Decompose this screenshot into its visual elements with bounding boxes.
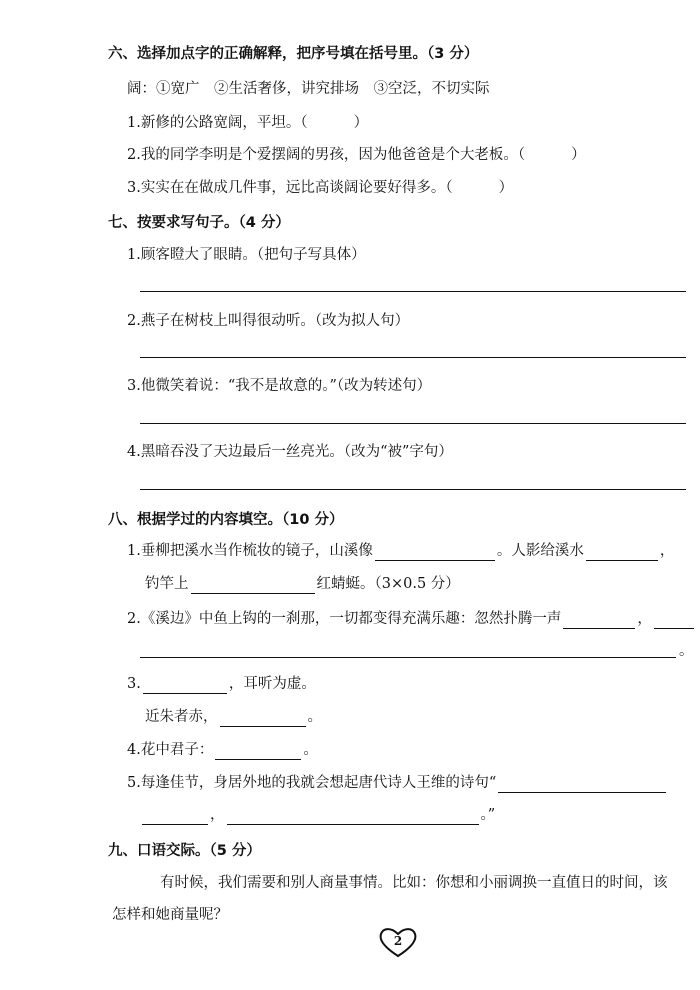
section-8-question-2: 2.《溪边》中鱼上钩的一刹那，一切都变得充满乐趣：忽然扑腾一声 ， <box>127 609 688 629</box>
fill-blank[interactable] <box>143 678 227 694</box>
section-6-options: 阔：①宽广 ②生活奢侈，讲究排场 ③空泛，不切实际 <box>127 81 490 97</box>
fill-blank[interactable] <box>220 711 306 727</box>
answer-line[interactable] <box>140 291 686 292</box>
fill-blank[interactable] <box>142 809 208 825</box>
fill-blank[interactable] <box>191 578 315 594</box>
section-8-question-4: 4.花中君子： 。 <box>127 742 318 758</box>
section-6-question-2: 2.我的同学李明是个爱摆阔的男孩，因为他爸爸是个大老板。（ ） <box>127 147 586 163</box>
answer-line[interactable] <box>140 423 686 424</box>
section-7-question-1: 1.顾客瞪大了眼睛。（把句子写具体） <box>127 247 366 263</box>
section-8-question-1-cont: 钓竿上 红蜻蜓。（3×0.5 分） <box>145 576 460 592</box>
answer-line[interactable] <box>140 357 686 358</box>
section-9-title: 九、口语交际。（5 分） <box>108 843 261 859</box>
section-6-title: 六、选择加点字的正确解释，把序号填在括号里。（3 分） <box>108 46 479 62</box>
section-6-question-3: 3.实实在在做成几件事，远比高谈阔论要好得多。（ ） <box>127 180 514 196</box>
section-9-paragraph-line-1: 有时候，我们需要和别人商量事情。比如：你想和小丽调换一直值日的时间，该 <box>160 875 668 891</box>
section-7-question-2: 2.燕子在树枝上叫得很动听。（改为拟人句） <box>127 313 410 329</box>
fill-blank[interactable] <box>215 744 301 760</box>
fill-blank[interactable] <box>654 613 694 629</box>
answer-line[interactable] <box>140 489 686 490</box>
section-8-question-3b: 近朱者赤， 。 <box>145 709 322 725</box>
section-8-question-3: 3. ，耳听为虚。 <box>127 676 316 692</box>
section-8-title: 八、根据学过的内容填空。（10 分） <box>108 512 344 528</box>
section-6-question-1: 1.新修的公路宽阔，平坦。（ ） <box>127 115 369 131</box>
section-8-question-5-cont: ， 。” <box>140 805 688 825</box>
section-8-question-1: 1.垂柳把溪水当作梳妆的镜子，山溪像 。人影给溪水 ， <box>127 543 675 559</box>
section-8-question-5: 5.每逢佳节，身居外地的我就会想起唐代诗人王维的诗句“ <box>127 773 688 793</box>
fill-blank[interactable] <box>375 545 495 561</box>
fill-blank[interactable] <box>586 545 658 561</box>
answer-line[interactable] <box>140 657 676 658</box>
section-7-question-3: 3.他微笑着说：“我不是故意的。”（改为转述句） <box>127 378 432 394</box>
page-number-heart <box>378 925 418 959</box>
fill-blank[interactable] <box>498 777 666 793</box>
section-7-question-4: 4.黑暗吞没了天边最后一丝亮光。（改为“被”字句） <box>127 444 453 460</box>
page-number: 2 <box>393 934 403 948</box>
section-7-title: 七、按要求写句子。（4 分） <box>108 215 290 231</box>
fill-blank[interactable] <box>563 613 635 629</box>
section-8-question-2-end: 。 <box>679 643 694 659</box>
fill-blank[interactable] <box>227 809 479 825</box>
section-9-paragraph-line-2: 怎样和她商量呢？ <box>112 907 228 923</box>
